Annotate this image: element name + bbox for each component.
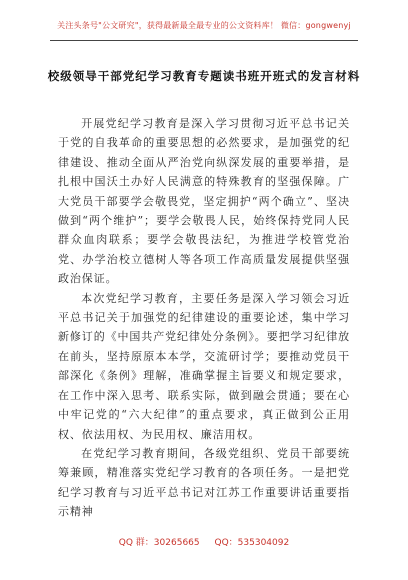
footer-contact xyxy=(0,535,408,548)
body-paragraph: 在党纪学习教育期间，各级党组织、党员干部要统筹兼顾，精准落实党纪学习教育的各项任务。一是把党纪学习教育与习近平总书记对江苏工作重要讲话重要指示精神 xyxy=(58,446,350,519)
document-title: 校级领导干部党纪学习教育专题读书班开班式的发言材料 xyxy=(47,69,361,83)
body-paragraph: 本次党纪学习教育，主要任务是深入学习领会习近平总书记关于加强党的纪律建设的重要论述，集中学习新修订的《中国共产党纪律处分条例》。要把学习纪律放在前头，坚持原原本本学，交流研讨学；要推动党员干部深化《条例》理解，准确掌握主旨要义和规定要求，在工作中深入思考、联系实际，做到融会贯通；要在心中牢记党的“六大纪律”的重点要求，真正做到公正用权、依法用权、为民用权、廉洁用权。 xyxy=(58,291,350,441)
body-paragraph: 开展党纪学习教育是深入学习贯彻习近平总书记关于党的自我革命的重要思想的必然要求，是加强党的纪律建设、推动全面从严治党向纵深发展的重要举措，是扎根中国沃土办好人民满意的特殊教育的坚强保障。广大党员干部要学会敬畏党，坚定拥护“两个确立”、坚决做到“两个维护”；要学会敬畏人民，始终保持党同人民群众血肉联系；要学会敬畏法纪，为推进学校管党治党、办学治校立德树人等各项工作高质量发展提供坚强政治保证。 xyxy=(58,117,350,286)
header-divider xyxy=(50,40,358,41)
footer-qq: QQ：535304092 xyxy=(214,538,290,548)
document-body xyxy=(58,114,350,522)
footer-qq-group: QQ 群：30265665 xyxy=(118,538,200,548)
header-banner: 关注头条号"公文研究"，获得最新最全最专业的公文资料库！ 微信：gongwenyj xyxy=(57,21,351,30)
